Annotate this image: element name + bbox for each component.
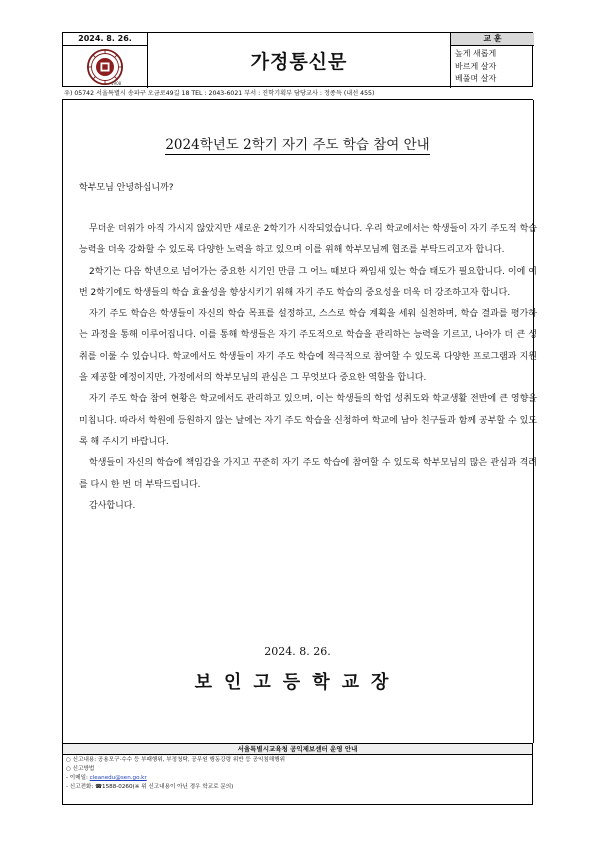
newsletter-title: 가정통신문 xyxy=(250,51,348,73)
footer-line: - 신고전화: ☎1588-0260(※ 위 신고내용이 아닌 경우 학교로 문의) xyxy=(66,784,234,790)
motto-list xyxy=(455,48,534,86)
motto-label: 교 훈 xyxy=(451,33,534,46)
school-emblem-icon xyxy=(87,49,123,85)
paragraph: 2학기는 다음 학년으로 넘어가는 중요한 시기인 만큼 그 어느 때보다 짜임새 있는 학습 태도가 필요합니다. 이에 이번 2학기에도 학생들의 학습 효율성을 향상시키기 위해 자기 주도 학습의 중요성을 더욱 더 강조하고자 합니다. xyxy=(79,266,537,298)
paragraph: 학생들이 자신의 학습에 책임감을 가지고 꾸준히 자기 주도 학습에 참여할 수 있도록 학부모님의 많은 관심과 격려를 다시 한 번 더 부탁드립니다. xyxy=(79,458,537,490)
header-table xyxy=(62,32,533,87)
paragraph: 자기 주도 학습은 학생들이 자신의 학습 목표를 설정하고, 스스로 학습 계획을 세워 실천하며, 학습 결과를 평가하는 과정을 통해 이루어집니다. 이를 통해 학생들은 자기 주도적으로 학습을 관리하는 능력을 기르고, 나아가 더 큰 성취를 이룰 수 있습니다. 학교에서도 학생들이 자기 주도 학습에 적극적으로 참여할 수 있도록 다양한 프로그램과 지원을 제공할 예정이지만, 가정에서의 학부모님의 관심은 그 무엇보다 중요한 역할을 합니다. xyxy=(79,309,537,384)
body-text xyxy=(79,219,537,517)
header-date: 2024. 8. 26. xyxy=(63,33,148,46)
document-title xyxy=(62,133,533,153)
motto-line: 베풀며 살자 xyxy=(455,74,497,83)
footer-heading: 서울특별시교육청 공익제보센터 운영 안내 xyxy=(63,744,532,755)
footer-email-label: - 이메일: xyxy=(66,775,90,781)
footer-line: ○ 신고방법 xyxy=(66,766,95,772)
document-title-text: 2024학년도 2학기 자기 주도 학습 참여 안내 xyxy=(165,137,430,153)
signature-name: 보인고등학교장 xyxy=(194,672,401,693)
signature-date: 2024. 8. 26. xyxy=(264,645,331,658)
motto-line: 바르게 살자 xyxy=(455,61,497,71)
paragraph: 자기 주도 학습 참여 현황은 학교에서도 관리하고 있으며, 이는 학생들의 학업 성취도와 학교생활 전반에 큰 영향을 미칩니다. 따라서 학원에 등원하지 않는 날에는 자기 주도 학습을 신청하여 학교에 남아 친구들과 함께 공부할 수 있도록 해 주시기 바랍니다. xyxy=(79,394,537,447)
title-cell xyxy=(148,33,451,88)
school-logo-cell xyxy=(63,46,148,88)
footer-line: ○ 신고내용: 공용모구·수수 등 부패행위, 부정청탁, 공무원 행동강령 위반 등 공익침해행위 xyxy=(66,757,286,763)
email-link[interactable]: cleanedu@sen.go.kr xyxy=(89,775,147,781)
paragraph: 무더운 더위가 아직 가시지 않았지만 새로운 2학기가 시작되었습니다. 우리 학교에서는 학생들이 자기 주도적 학습 능력을 더욱 강화할 수 있도록 다양한 노력을 하고 있으며 이를 위해 학부모님께 협조를 부탁드리고자 합니다. xyxy=(79,224,537,256)
footer-email-line xyxy=(66,774,147,782)
address-line: 우) 05742 서울특별시 송파구 오금로49길 18 TEL : 2043-6021 부서 : 진학기획부 담당교사 : 정종득 (내선 455) xyxy=(62,88,533,100)
footer-box xyxy=(62,743,533,805)
closing-text: 감사합니다. xyxy=(89,500,136,511)
logo-year: 1908 xyxy=(111,81,122,86)
greeting: 학부모님 안녕하십니까? xyxy=(79,183,174,193)
motto-line: 높게 새롭게 xyxy=(455,49,497,58)
